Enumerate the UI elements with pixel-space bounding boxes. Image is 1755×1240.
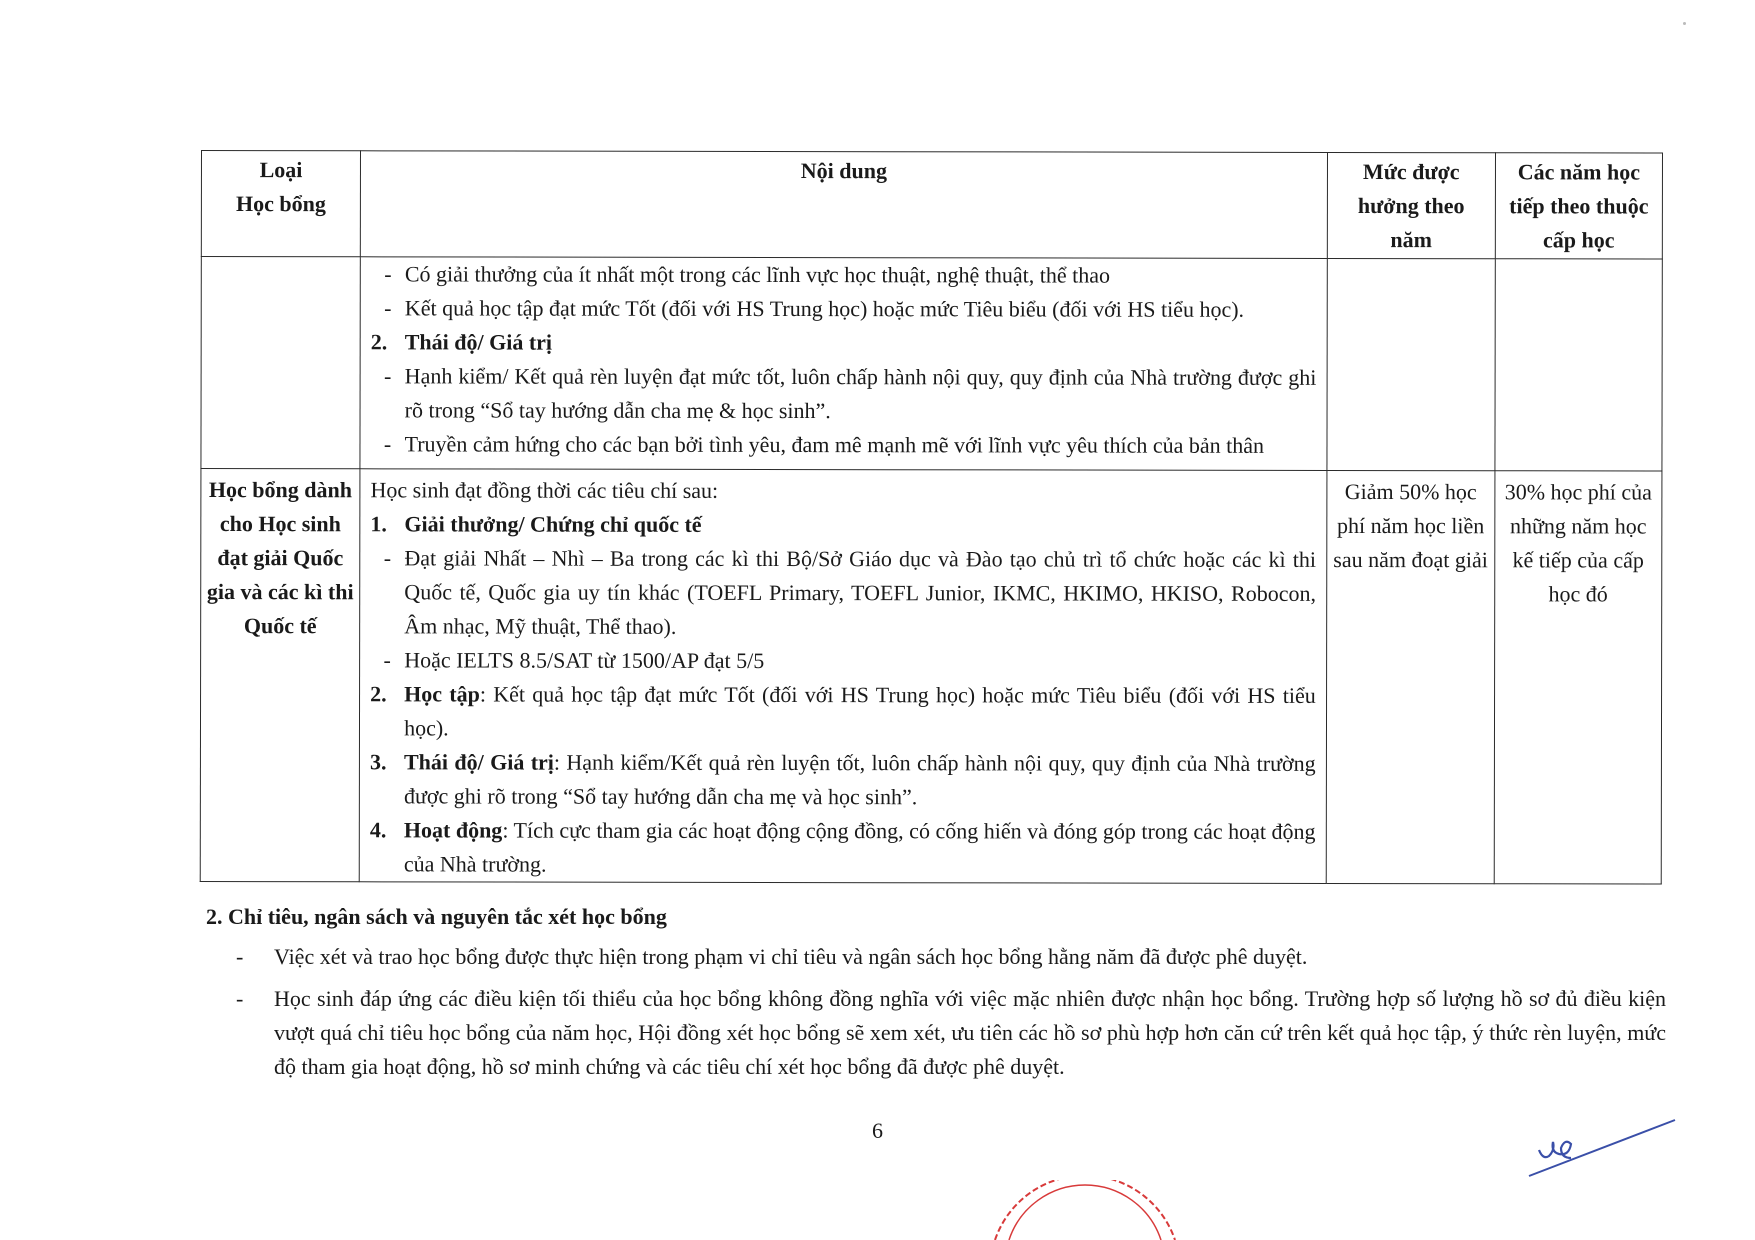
table-row [201,257,1662,472]
next-years-cell [1494,471,1662,884]
content-cell [360,257,1327,471]
benefit-cell-empty [1327,258,1495,470]
item-text: Thái độ/ Giá trị [404,329,553,355]
signature-icon [1525,1110,1685,1190]
header-benefit: Mức được hưởng theo năm [1327,152,1495,258]
section-bullet [236,982,1666,1084]
table-header-row [201,151,1662,260]
item-marker: 1. [370,511,387,537]
dash-item [370,541,1316,645]
content-lines [361,257,1327,463]
dash-item [371,359,1317,429]
numbered-item [370,677,1316,747]
item-marker: 2. [370,681,387,707]
scholarship-table [200,150,1663,885]
dash-item [371,427,1317,463]
item-text: Hạnh kiểm/ Kết quả rèn luyện đạt mức tốt, luôn chấp hành nội quy, quy định của Nhà trường được ghi rõ trong “Sổ tay hướng dẫn cha mẹ & học sinh”. [404,363,1317,424]
bullet-marker: - [236,944,244,969]
item-marker: 3. [370,749,387,775]
section-2-title: 2. Chỉ tiêu, ngân sách và nguyên tắc xét học bổng [206,904,667,929]
benefit-text: Giảm 50% học phí năm học liền sau năm đoạt giải [1333,478,1488,573]
item-text: Giải thưởng/ Chứng chỉ quốc tế [404,511,702,537]
benefit-cell [1326,470,1495,883]
dash-item [371,291,1317,327]
content-cell [359,469,1326,884]
numbered-item [370,507,1316,543]
type-cell [200,469,360,882]
item-marker: - [383,647,391,673]
item-text: Thái độ/ Giá trị: Hạnh kiểm/Kết quả rèn luyện tốt, luôn chấp hành nội quy, quy định của Nhà trường được ghi rõ trong “Sổ tay hướng dẫn cha mẹ và học sinh”. [403,749,1316,810]
page-number: 6 [872,1118,883,1143]
header-next-years: Các năm học tiếp theo thuộc cấp học [1495,153,1662,259]
scan-mark [1683,22,1686,25]
numbered-item [371,325,1317,361]
item-text: Kết quả học tập đạt mức Tốt (đối với HS Trung học) hoặc mức Tiêu biểu (đối với HS tiểu học). [404,295,1245,322]
item-marker: - [383,431,392,457]
intro-text: Học sinh đạt đồng thời các tiêu chí sau: [370,477,719,503]
item-text: Truyền cảm hứng cho các bạn bởi tình yêu, đam mê mạnh mẽ với lĩnh vực yêu thích của bản thân [404,431,1265,458]
scholarship-type: Học bổng dành cho Học sinh đạt giải Quốc gia và các kì thi Quốc tế [206,477,354,639]
item-text: Học tập: Kết quả học tập đạt mức Tốt (đối với HS Trung học) hoặc mức Tiêu biểu (đối với HS tiểu học). [404,681,1316,741]
table-row [200,469,1662,885]
item-marker: 4. [369,817,387,843]
item-text: Đạt giải Nhất – Nhì – Ba trong các kì thi Bộ/Sở Giáo dục và Đào tạo chủ trì tổ chức hoặc các kì thi Quốc tế, Quốc gia uy tín khác (TOEFL Primary, TOEFL Junior, IKMC, HKIMO, HKISO, Robocon, Âm nhạc, Mỹ thuật, Thể thao). [404,545,1317,639]
content-lines [360,469,1326,883]
dash-item [370,643,1316,679]
item-text: Có giải thưởng của ít nhất một trong các lĩnh vực học thuật, nghệ thuật, thể thao [404,261,1111,288]
stamp-icon [985,1180,1185,1240]
item-marker: - [383,545,392,571]
item-marker: 2. [370,329,388,355]
item-text: Hoạt động: Tích cực tham gia các hoạt động cộng đồng, có cống hiến và đóng góp trong các hoạt động của Nhà trường. [403,817,1316,877]
item-text: Hoặc IELTS 8.5/SAT từ 1500/AP đạt 5/5 [404,647,765,673]
next-years-text: 30% học phí của những năm học kế tiếp của cấp học đó [1504,479,1652,607]
item-marker: - [384,363,392,389]
bullet-text: Việc xét và trao học bổng được thực hiện trong phạm vi chỉ tiêu và ngân sách học bổng hằng năm đã được phê duyệt. [274,944,1308,969]
item-marker: - [384,295,392,321]
item-marker: - [384,261,392,287]
intro-line [370,473,1316,509]
next-years-cell-empty [1495,259,1663,471]
section-bullet [236,940,1666,974]
bullet-text: Học sinh đáp ứng các điều kiện tối thiểu của học bổng không đồng nghĩa với việc mặc nhiên được nhận học bổng. Trường hợp số lượng hồ sơ đủ điều kiện vượt quá chỉ tiêu học bổng của năm học, Hội đồng xét học bổng sẽ xem xét, ưu tiên các hồ sơ phù hợp hơn căn cứ trên kết quả học tập, ý thức rèn luyện, mức độ tham gia hoạt động, hồ sơ minh chứng và các tiêu chí xét học bổng đã được phê duyệt. [274,986,1666,1079]
bullet-marker: - [236,986,244,1011]
section-2 [206,900,1666,1092]
header-content: Nội dung [360,151,1327,259]
numbered-item [370,745,1316,815]
type-cell-empty [201,257,360,469]
numbered-item [370,813,1316,883]
header-type: Loại Học bổng [201,151,360,257]
dash-item [371,257,1317,293]
